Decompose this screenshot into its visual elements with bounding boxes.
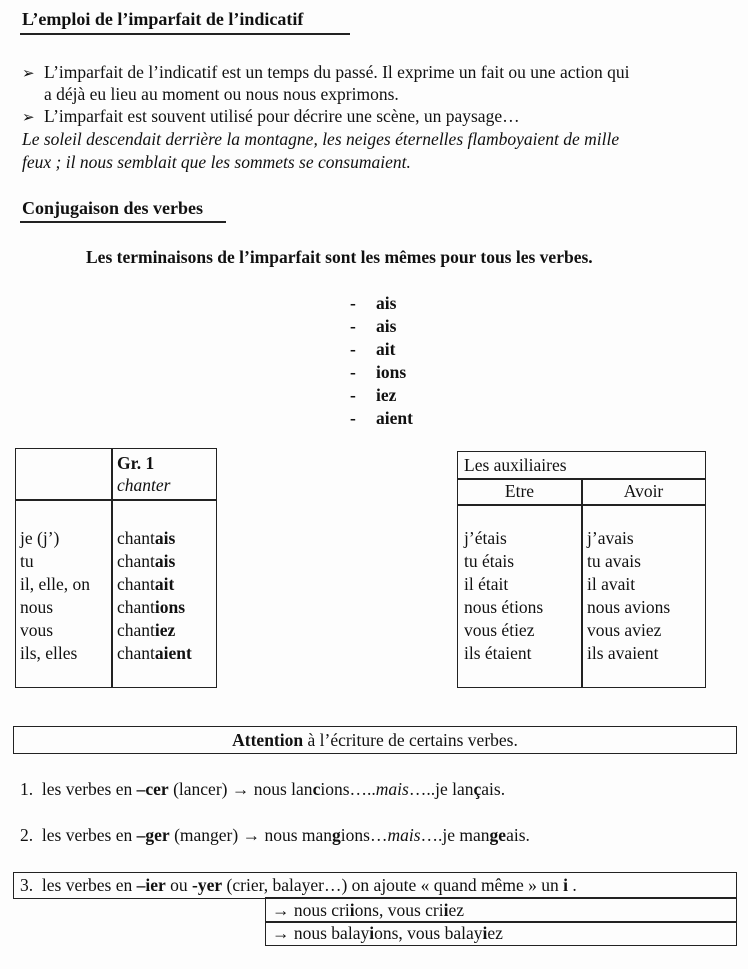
title-underline (20, 221, 226, 223)
etre-form: ils étaient (464, 643, 532, 663)
ending-item: - ait (350, 339, 396, 359)
avoir-list (587, 528, 670, 666)
endings-subtitle: Les terminaisons de l’imparfait sont les mêmes pour tous les verbes. (86, 247, 593, 267)
avoir-form: j’avais (587, 528, 634, 548)
ending-item: - ais (350, 293, 397, 313)
rule-item-ger: 2. les verbes en –ger (manger) → nous mangions…mais….je mangeais. (20, 825, 530, 845)
table-divider (16, 499, 216, 501)
section-title-conjugaison: Conjugaison des verbes (22, 198, 204, 218)
aux-col-etre: Etre (504, 481, 535, 501)
table-divider (581, 478, 583, 687)
ending-item: - ais (350, 316, 397, 336)
attention-text: Attention à l’écriture de certains verbes. (232, 730, 518, 750)
conjugation-table-group1 (15, 448, 217, 688)
etre-list (464, 528, 543, 666)
etre-form: nous étions (464, 597, 544, 617)
bullet-1-cont: a déjà eu lieu au moment ou nous nous exprimons. (44, 84, 399, 104)
pronoun: il, elle, on (20, 574, 90, 594)
ending-item: - iez (350, 385, 397, 405)
auxiliaries-table (457, 451, 706, 688)
rule-item-ier-box (13, 872, 737, 899)
section-title-emploi: L’emploi de l’imparfait de l’indicatif (22, 9, 304, 29)
attention-box (13, 726, 737, 754)
aux-col-avoir: Avoir (623, 481, 664, 501)
rule-item-cer: 1. les verbes en –cer (lancer) → nous lancions…..mais…..je lançais. (20, 779, 506, 799)
aux-title: Les auxiliaires (464, 455, 567, 475)
arrow-bullet-icon: ➢ (22, 110, 35, 126)
group-header: Gr. 1 (117, 453, 155, 473)
title-underline (20, 33, 350, 35)
pronoun-list (20, 528, 90, 666)
conjugated-form: chantais (117, 551, 176, 571)
conjugated-form: chantaient (117, 643, 192, 663)
avoir-form: il avait (587, 574, 636, 594)
etre-form: vous étiez (464, 620, 535, 640)
etre-form: j’étais (464, 528, 507, 548)
ending-item: - aient (350, 408, 413, 428)
bullet-1: ➢ L’imparfait de l’indicatif est un temps du passé. Il exprime un fait ou une action qui (22, 62, 630, 82)
example-crier: → nous criions, vous criiez (272, 900, 465, 920)
conjugated-form: chantiez (117, 620, 176, 640)
etre-form: il était (464, 574, 509, 594)
conjugated-form: chantait (117, 574, 175, 594)
pronoun: nous (20, 597, 54, 617)
avoir-form: ils avaient (587, 643, 659, 663)
ier-examples-box (265, 897, 737, 946)
avoir-form: nous avions (587, 597, 671, 617)
etre-form: tu étais (464, 551, 515, 571)
conjugated-form: chantions (117, 597, 186, 617)
pronoun: vous (20, 620, 54, 640)
rule-item-ier: 3. les verbes en –ier ou -yer (crier, balayer…) on ajoute « quand même » un i . (20, 875, 577, 895)
pronoun: ils, elles (20, 643, 78, 663)
endings-list (350, 293, 413, 431)
avoir-form: vous aviez (587, 620, 662, 640)
conjugated-list (117, 528, 192, 666)
ending-item: - ions (350, 362, 407, 382)
pronoun: tu (20, 551, 34, 571)
table-divider (111, 449, 113, 687)
avoir-form: tu avais (587, 551, 641, 571)
bullet-2: ➢ L’imparfait est souvent utilisé pour décrire une scène, un paysage… (22, 106, 520, 126)
conjugated-form: chantais (117, 528, 176, 548)
pronoun: je (j’) (20, 528, 60, 548)
example-balayer: → nous balayions, vous balayiez (272, 923, 503, 943)
group-verb: chanter (117, 475, 171, 495)
example-line-2: feux ; il nous semblait que les sommets se consumaient. (22, 152, 411, 172)
example-line-1: Le soleil descendait derrière la montagne, les neiges éternelles flamboyaient de mille (22, 129, 620, 149)
arrow-bullet-icon: ➢ (22, 66, 35, 82)
